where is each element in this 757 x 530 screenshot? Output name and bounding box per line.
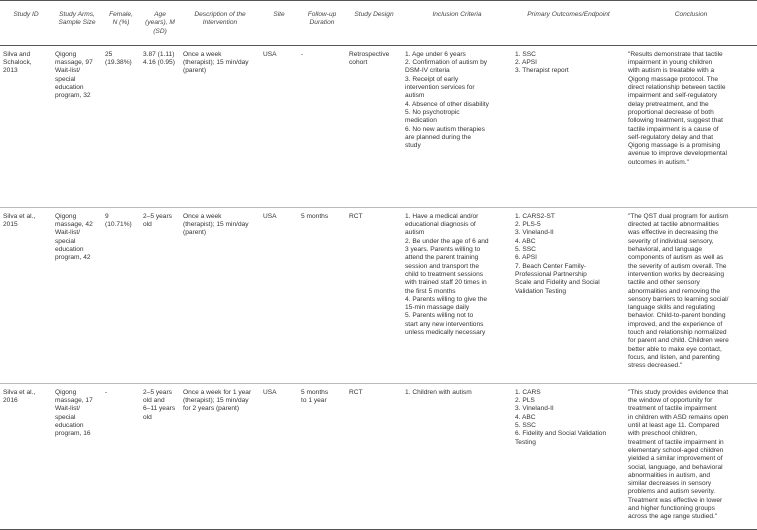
header-conclusion: Conclusion — [625, 1, 757, 46]
cell-description: Once a week for 1 year (therapist); 15 min/day for 2 years (parent) — [180, 383, 260, 529]
cell-female: 9 (10.71%) — [102, 207, 140, 383]
header-row — [0, 1, 757, 46]
cell-follow-up: 5 months — [298, 207, 346, 383]
cell-primary-outcomes: 1. CARS 2. PLS 3. Vineland-II 4. ABC 5. SSC 6. Fidelity and Social Validation Testing — [512, 383, 625, 529]
cell-study-arms: Qigong massage, 17 Wait-list/ special education program, 16 — [52, 383, 102, 529]
cell-conclusion: "Results demonstrate that tactile impairment in young children with autism is treatable with a Qigong massage protocol. The direct relationship between tactile impairment and self-regulatory delay pretreatment, and the proportional decrease of both following treatment, suggest that tactile impairment is a cause of self-regulatory delay and that Qigong massage is a promising avenue to improve developmental outcomes in autism." — [625, 45, 757, 207]
cell-study-id: Silva et al., 2015 — [0, 207, 52, 383]
cell-inclusion-criteria: 1. Children with autism — [402, 383, 512, 529]
table-row — [0, 45, 757, 207]
cell-age: 3.87 (1.11) 4.16 (0.95) — [140, 45, 180, 207]
cell-primary-outcomes: 1. SSC 2. APSI 3. Therapist report — [512, 45, 625, 207]
cell-conclusion: "The QST dual program for autism directed at tactile abnormalities was effective in decreasing the severity of individual sensory, behavioral, and language components of autism as well as the severity of autism overall. The intervention works by decreasing tactile and other sensory abnormalities and removing the sensory barriers to learning social/ language skills and regulating behavior. Child-to-parent bonding improved, and the experience of touch and relationship normalized for parent and child. Children were better able to make eye contact, focus, and listen, and parenting stress decreased." — [625, 207, 757, 383]
cell-study-id: Silva and Schalock, 2013 — [0, 45, 52, 207]
cell-age: 2–5 years old and 6–11 years old — [140, 383, 180, 529]
cell-study-design: RCT — [346, 383, 402, 529]
cell-study-design: Retrospective cohort — [346, 45, 402, 207]
header-age: Age (years), M (SD) — [140, 1, 180, 46]
header-female: Female, N (%) — [102, 1, 140, 46]
header-site: Site — [260, 1, 298, 46]
cell-conclusion: "This study provides evidence that the window of opportunity for treatment of tactile impairment in children with ASD remains open until at least age 11. Compared with preschool children, treatment of tactile impairment in elementary school-aged children yielded a similar improvement of social, language, and behavioral abnormalities in autism, and similar decreases in sensory problems and autism severity. Treatment was effective in lower and higher functioning groups across the age range studied." — [625, 383, 757, 529]
cell-age: 2–5 years old — [140, 207, 180, 383]
cell-site: USA — [260, 207, 298, 383]
cell-female: - — [102, 383, 140, 529]
header-study-id: Study ID — [0, 1, 52, 46]
header-study-design: Study Design — [346, 1, 402, 46]
cell-study-arms: Qigong massage, 42 Wait-list/ special education program, 42 — [52, 207, 102, 383]
cell-description: Once a week (therapist); 15 min/day (parent) — [180, 207, 260, 383]
cell-site: USA — [260, 383, 298, 529]
header-primary-outcomes: Primary Outcomes/Endpoint — [512, 1, 625, 46]
cell-study-id: Silva et al., 2016 — [0, 383, 52, 529]
cell-primary-outcomes: 1. CARS2-ST 2. PLS-5 3. Vineland-II 4. ABC 5. SSC 6. APSI 7. Beach Center Family- Professional Partnership Scale and Fidelity and Social Validation Testing — [512, 207, 625, 383]
cell-inclusion-criteria: 1. Have a medical and/or educational diagnosis of autism 2. Be under the age of 6 and 3 years. Parents willing to attend the parent training session and transport the child to treatment sessions with trained staff 20 times in the first 5 months 4. Parents willing to give the 15-min massage daily 5. Parents willing not to start any new interventions unless medically necessary — [402, 207, 512, 383]
table-row — [0, 383, 757, 529]
cell-study-design: RCT — [346, 207, 402, 383]
header-study-arms: Study Arms, Sample Size — [52, 1, 102, 46]
cell-follow-up: 5 months to 1 year — [298, 383, 346, 529]
header-follow-up: Follow-up Duration — [298, 1, 346, 46]
cell-follow-up: - — [298, 45, 346, 207]
header-description: Description of the Intervention — [180, 1, 260, 46]
cell-description: Once a week (therapist); 15 min/day (parent) — [180, 45, 260, 207]
cell-female: 25 (19.38%) — [102, 45, 140, 207]
table-row — [0, 207, 757, 383]
cell-site: USA — [260, 45, 298, 207]
cell-inclusion-criteria: 1. Age under 6 years 2. Confirmation of autism by DSM-IV criteria 3. Receipt of early intervention services for autism 4. Absence of other disability 5. No psychotropic medication 6. No new autism therapies are planned during the study — [402, 45, 512, 207]
header-inclusion-criteria: Inclusion Criteria — [402, 1, 512, 46]
cell-study-arms: Qigong massage, 97 Wait-list/ special education program, 32 — [52, 45, 102, 207]
